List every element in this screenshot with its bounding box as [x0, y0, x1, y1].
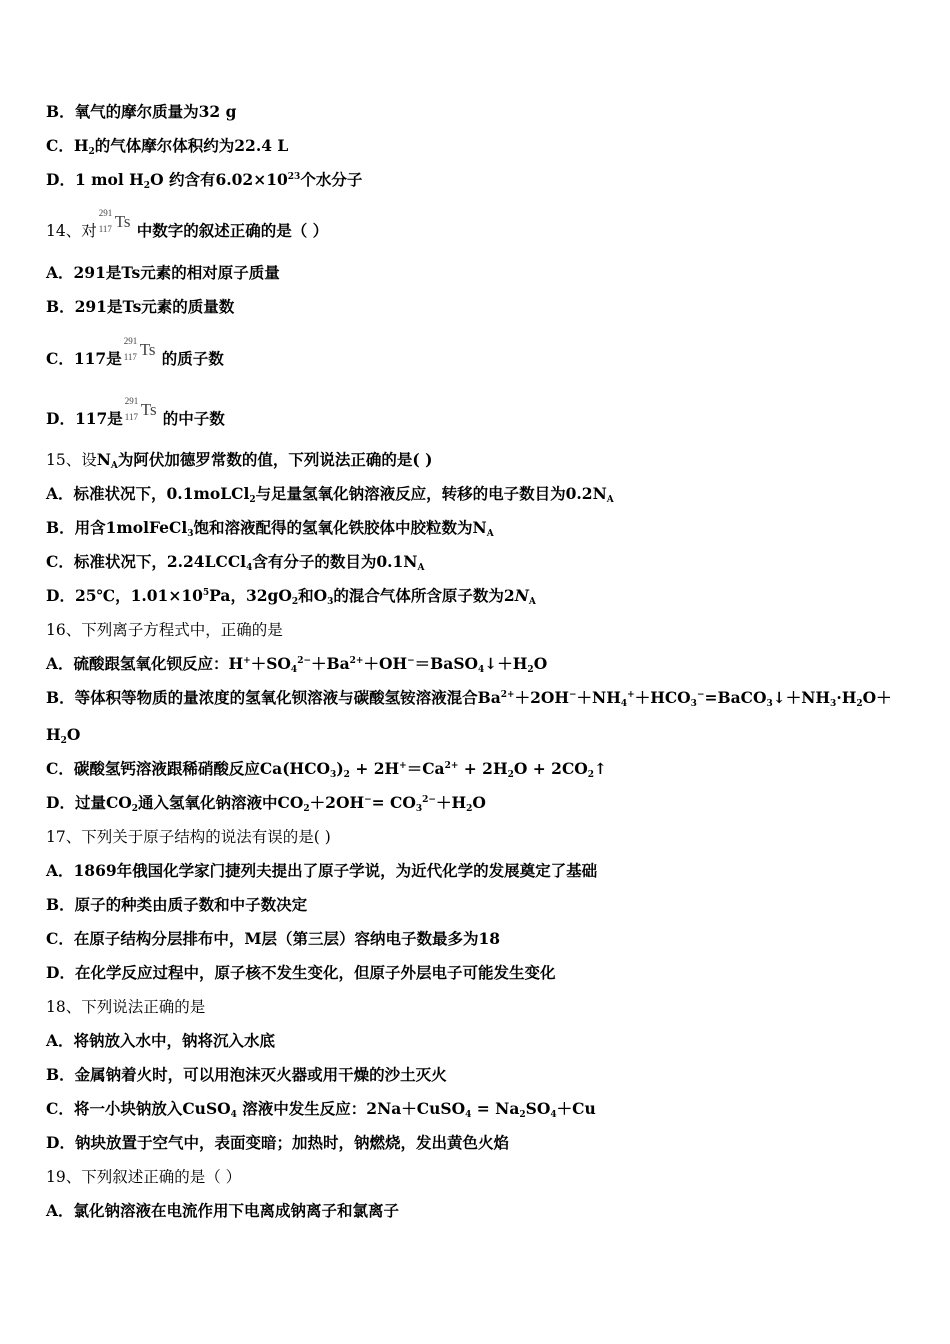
q16-stem: 16、下列离子方程式中，正确的是: [46, 621, 283, 639]
ts-nuclide-symbol: 291 117 Ts: [98, 208, 131, 234]
q16-option-d: D．过量$CO_2$通入氢氧化钠溶液中$CO_2+2OH^-= CO_3^{2-}+H_2O$: [46, 793, 486, 814]
q14-stem: 14、对 291 117 Ts 中数字的叙述正确的是（ ）: [46, 208, 329, 240]
q16-option-c: C．碳酸氢钙溶液跟稀硝酸反应$Ca(HCO_3)_2 + 2H^+=Ca^{2+} + 2H_2O$ + $2CO_2↑$: [46, 759, 608, 780]
q16-option-a: A．硫酸跟氢氧化钡反应：$H^++SO_4^{2-}+Ba^{2+}+OH^-=BaSO_4↓+H_2O$: [46, 654, 548, 675]
q14-option-b: B．291是Ts元素的质量数: [46, 297, 235, 316]
q18-option-d: D．钠块放置于空气中，表面变暗；加热时，钠燃烧，发出黄色火焰: [46, 1133, 509, 1152]
q17-option-a: A．1869年俄国化学家门捷列夫提出了原子学说，为近代化学的发展奠定了基础: [46, 861, 598, 880]
q15-option-a: A．标准状况下，0.1moLCl$_2$与足量氢氧化钠溶液反应，转移的电子数目为$0.2N_A$: [46, 484, 614, 505]
q18-option-a: A．将钠放入水中，钠将沉入水底: [46, 1031, 276, 1050]
q13-option-d: D．1 mol $H_2O$ 约含有$6.02\times 10^{23}$个水分子: [46, 170, 363, 191]
q15-option-d: D．25℃，$1.01\times 10^5Pa$，$32gO_2$和$O_3$的混合气体所含原子数为$2N_A$: [46, 586, 536, 607]
q13-option-c: C．$H_2$的气体摩尔体积约为22.4 L: [46, 136, 289, 157]
q17-option-c: C．在原子结构分层排布中，M层（第三层）容纳电子数最多为18: [46, 929, 501, 948]
q17-stem: 17、下列关于原子结构的说法有误的是( ): [46, 828, 331, 846]
ts-nuclide-symbol: 291 117 Ts: [123, 336, 156, 362]
q15-option-b: B．用含1molFeCl$_3$饱和溶液配得的氢氧化铁胶体中胶粒数为$N_A$: [46, 518, 494, 539]
q13-option-b: B．氧气的摩尔质量为32 g: [46, 102, 237, 121]
q14-option-d: D．117是 291 117 Ts 的中子数: [46, 396, 225, 428]
q19-stem: 19、下列叙述正确的是（ ）: [46, 1168, 242, 1186]
q15-option-c: C．标准状况下，2.24LCCl$_4$含有分子的数目为$0.1N_A$: [46, 552, 425, 573]
q19-option-a: A．氯化钠溶液在电流作用下电离成钠离子和氯离子: [46, 1201, 400, 1220]
q18-option-c: C．将一小块钠放入CuSO$_4$ 溶液中发生反应：2Na＋CuSO$_4$ = $Na_2SO_4+Cu$: [46, 1099, 596, 1120]
q17-option-d: D．在化学反应过程中，原子核不发生变化，但原子外层电子可能发生变化: [46, 963, 556, 982]
q18-stem: 18、下列说法正确的是: [46, 998, 206, 1016]
q14-option-a: A．291是Ts元素的相对原子质量: [46, 263, 280, 282]
q16-option-b: B．等体积等物质的量浓度的氢氧化钡溶液与碳酸氢铵溶液混合$Ba^{2+}+2OH^-+NH_4^++HCO_3^-=BaCO_3↓+NH_3\cdot H_2O+$: [46, 688, 892, 709]
q16-option-b-continued: $H_2O$: [46, 725, 81, 746]
ts-nuclide-symbol: 291 117 Ts: [124, 396, 157, 422]
q17-option-b: B．原子的种类由质子数和中子数决定: [46, 895, 308, 914]
q18-option-b: B．金属钠着火时，可以用泡沫灭火器或用干燥的沙土灭火: [46, 1065, 447, 1084]
q14-option-c: C．117是 291 117 Ts 的质子数: [46, 336, 224, 368]
q15-stem: 15、设$N_A$为阿伏加德罗常数的值，下列说法正确的是( ): [46, 450, 433, 471]
